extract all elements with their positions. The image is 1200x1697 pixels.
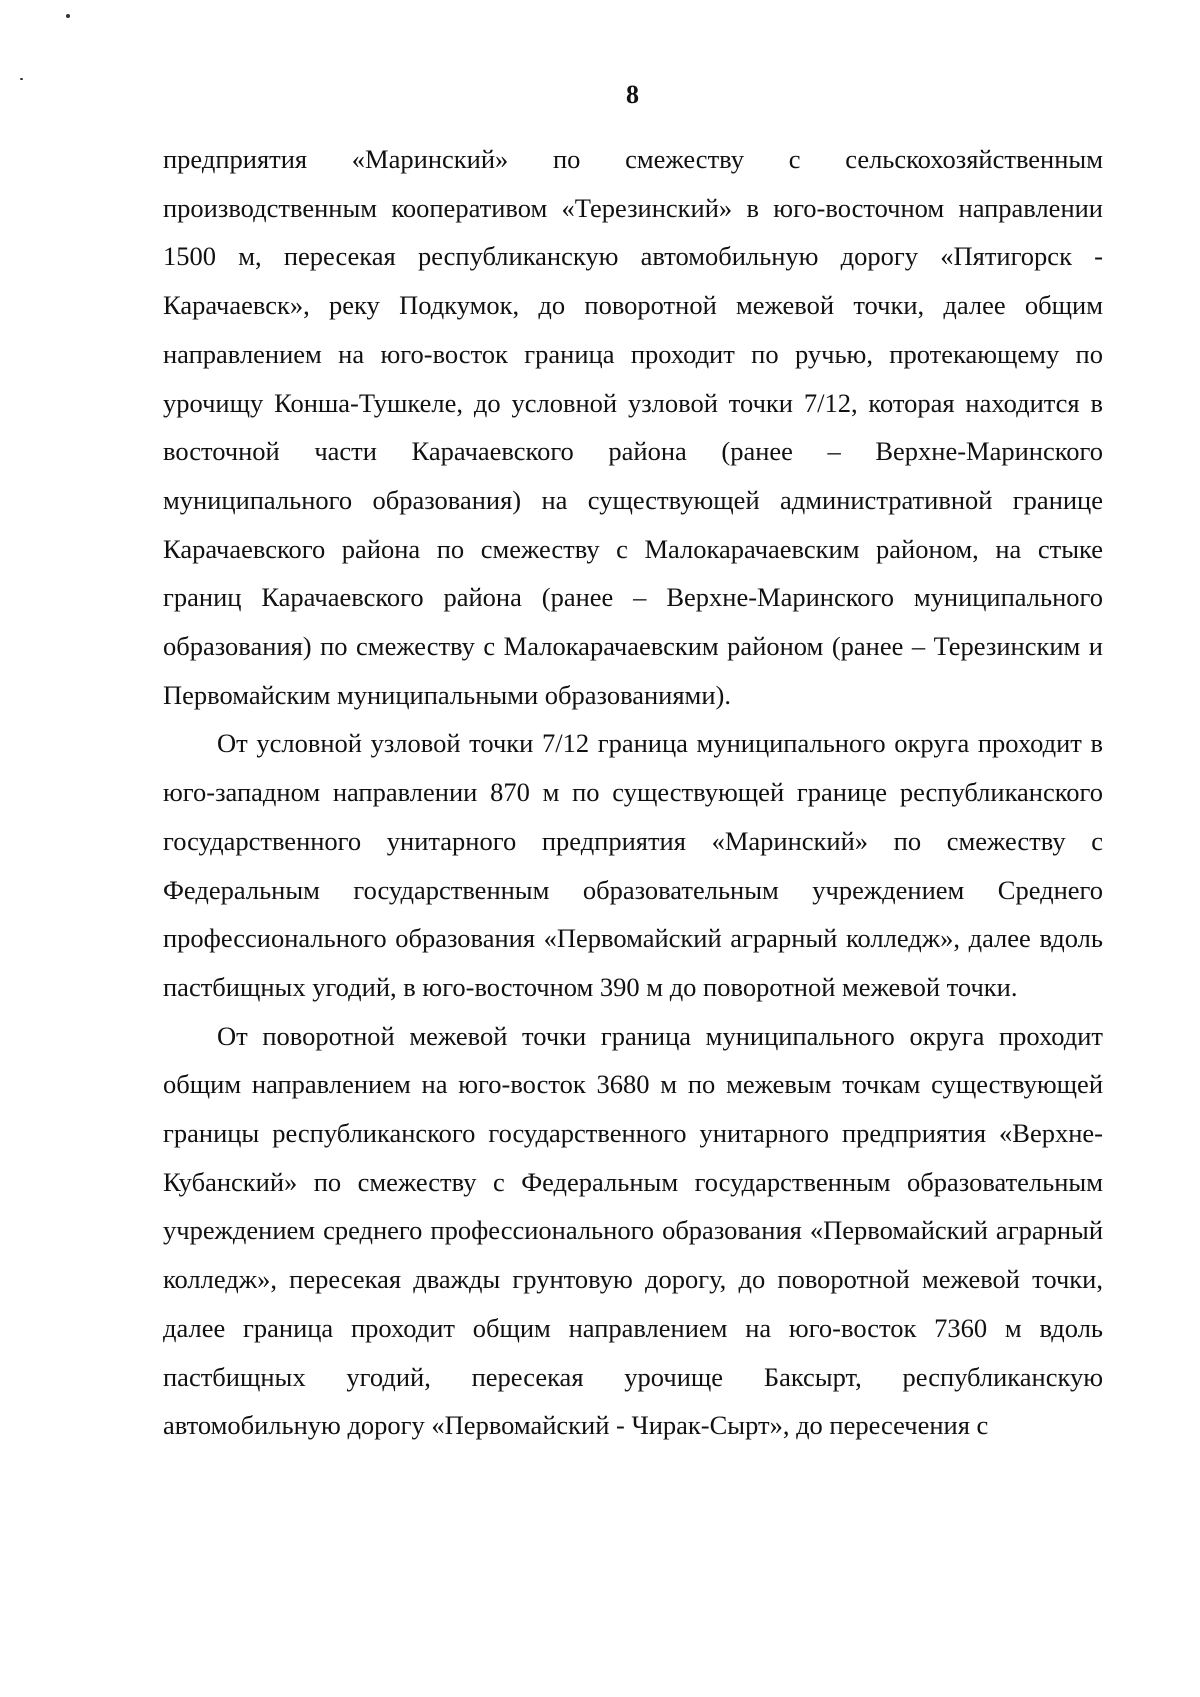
page-number: 8 — [626, 80, 639, 109]
paragraph: От условной узловой точки 7/12 граница муниципального округа проходит в юго-западном направлении 870 м по существующей границе республиканского государственного унитарного предприятия «Маринский» по смежеству с Федеральным государственным образовательным учреждением Среднего профессионального образования «Первомайский аграрный колледж», далее вдоль пастбищных угодий, в юго-восточном 390 м до поворотной межевой точки. — [163, 728, 1103, 1002]
paragraph-continuation: предприятия «Маринский» по смежеству с сельскохозяйственным производственным кооперативом «Терезинский» в юго-восточном направлении 1500 м, пересекая республиканскую автомобильную дорогу «Пятигорск - Карачаевск», реку Подкумок, до поворотной межевой точки, далее общим направлением на юго-восток граница проходит по ручью, протекающему по урочищу Конша-Тушкеле, до условной узловой точки 7/12, которая находится в восточной части Карачаевского района (ранее – Верхне-Маринского муниципального образования) на существующей административной границе Карачаевского района по смежеству с Малокарачаевским районом, на стыке границ Карачаевского района (ранее – Верхне-Маринского муниципального образования) по смежеству с Малокарачаевским районом (ранее – Терезинским и Первомайским муниципальными образованиями). — [163, 144, 1103, 710]
scan-speck — [66, 14, 70, 18]
document-body — [163, 135, 1103, 1450]
paragraph: От поворотной межевой точки граница муниципального округа проходит общим направлением на юго-восток 3680 м по межевым точкам существующей границы республиканского государственного унитарного предприятия «Верхне-Кубанский» по смежеству с Федеральным государственным образовательным учреждением среднего профессионального образования «Первомайский аграрный колледж», пересекая дважды грунтовую дорогу, до поворотной межевой точки, далее граница проходит общим направлением на юго-восток 7360 м вдоль пастбищных угодий, пересекая урочище Баксырт, республиканскую автомобильную дорогу «Первомайский - Чирак-Сырт», до пересечения с — [163, 1020, 1103, 1441]
